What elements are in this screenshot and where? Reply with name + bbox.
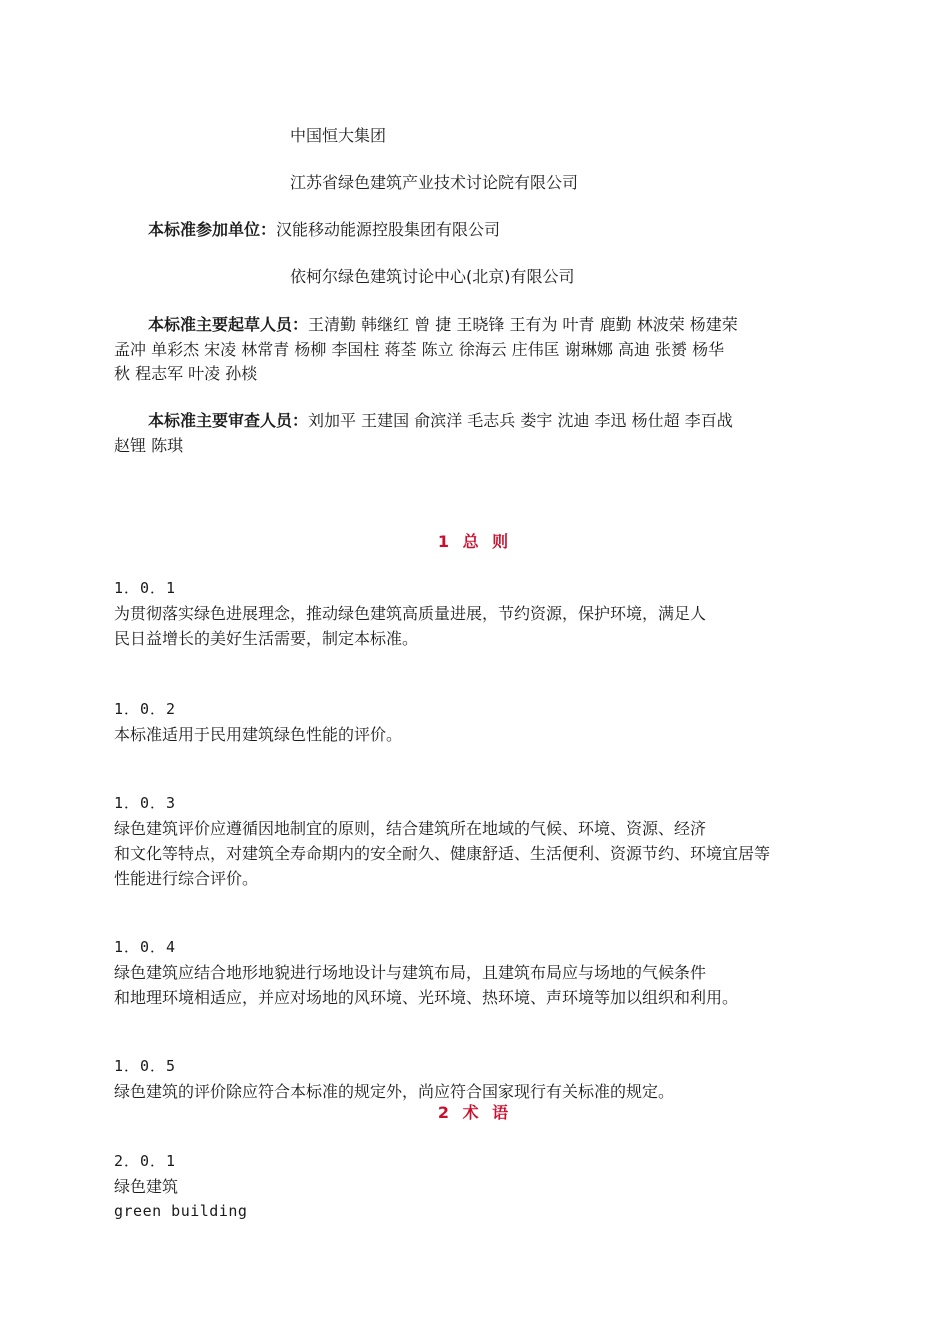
participating-label: 本标准参加单位： xyxy=(148,220,277,239)
clause-text: 和文化等特点，对建筑全寿命期内的安全耐久、健康舒适、生活便利、资源节约、环境宜居等 xyxy=(114,844,771,863)
clause-1-0-4 xyxy=(114,935,839,1010)
clause-1-0-3 xyxy=(114,791,839,891)
reviewers-label: 本标准主要审查人员： xyxy=(148,411,309,430)
drafters-names: 孟冲 单彩杰 宋凌 林常青 杨柳 李国柱 蒋荃 陈立 徐海云 庄伟匡 谢琳娜 高迪 张赟 杨华 xyxy=(114,340,725,359)
clause-number: 1．0．3 xyxy=(114,794,177,812)
clause-text: 绿色建筑应结合地形地貌进行场地设计与建筑布局，且建筑布局应与场地的气候条件 xyxy=(114,963,707,982)
clause-number: 1．0．2 xyxy=(114,700,177,718)
clause-number: 1．0．5 xyxy=(114,1057,177,1075)
clause-2-0-1 xyxy=(114,1149,839,1224)
clause-text: 民日益增长的美好生活需要，制定本标准。 xyxy=(114,629,419,648)
section-heading: 2 术 语 xyxy=(437,1103,513,1122)
clause-1-0-1 xyxy=(114,576,839,651)
drafters-label: 本标准主要起草人员： xyxy=(148,315,309,334)
participating-unit: 汉能移动能源控股集团有限公司 xyxy=(276,220,501,239)
clause-text: 性能进行综合评价。 xyxy=(114,869,259,888)
clause-text: 绿色建筑评价应遵循因地制宜的原则，结合建筑所在地域的气候、环境、资源、经济 xyxy=(114,819,707,838)
section-heading: 1 总 则 xyxy=(437,532,513,551)
clause-1-0-5 xyxy=(114,1054,839,1104)
term-chinese: 绿色建筑 xyxy=(114,1177,179,1196)
drafters-names: 秋 程志军 叶凌 孙棪 xyxy=(114,364,258,383)
clause-number: 1．0．1 xyxy=(114,579,177,597)
clause-1-0-2 xyxy=(114,697,839,747)
clause-text: 绿色建筑的评价除应符合本标准的规定外，尚应符合国家现行有关标准的规定。 xyxy=(114,1082,675,1101)
drafters-line xyxy=(148,313,738,337)
participating-unit: 依柯尔绿色建筑讨论中心(北京)有限公司 xyxy=(290,267,575,286)
unit-line: 江苏省绿色建筑产业技术讨论院有限公司 xyxy=(290,173,579,192)
clause-number: 2．0．1 xyxy=(114,1152,177,1170)
drafters-names: 王清勤 韩继红 曾 捷 王晓锋 王有为 叶青 鹿勤 林波荣 杨建荣 xyxy=(308,315,738,334)
reviewers-names: 赵锂 陈琪 xyxy=(114,436,184,455)
term-english: green building xyxy=(114,1202,248,1220)
clause-number: 1．0．4 xyxy=(114,938,177,956)
reviewers-names: 刘加平 王建国 俞滨洋 毛志兵 娄宇 沈迪 李迅 杨仕超 李百战 xyxy=(308,411,733,430)
unit-line: 中国恒大集团 xyxy=(290,126,387,145)
reviewers-line xyxy=(148,409,733,433)
clause-text: 本标准适用于民用建筑绿色性能的评价。 xyxy=(114,725,403,744)
clause-text: 和地理环境相适应，并应对场地的风环境、光环境、热环境、声环境等加以组织和利用。 xyxy=(114,988,739,1007)
participating-units xyxy=(148,218,500,242)
clause-text: 为贯彻落实绿色进展理念，推动绿色建筑高质量进展，节约资源，保护环境，满足人 xyxy=(114,604,707,623)
